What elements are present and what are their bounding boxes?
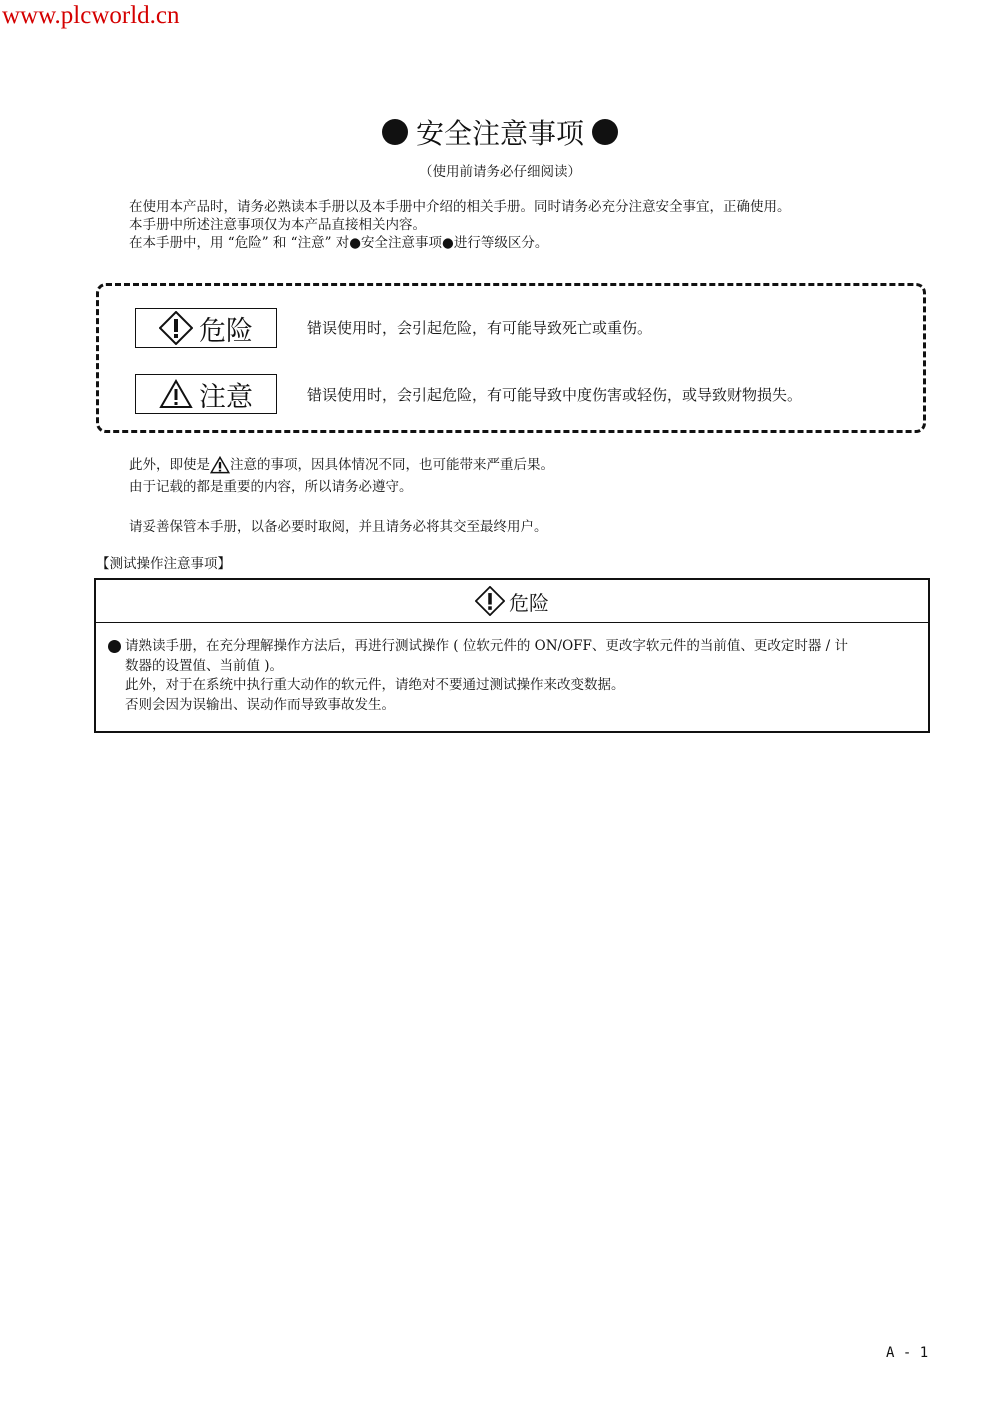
- bullet-dot-icon: [108, 640, 121, 653]
- keep-manual-text: 请妥善保管本手册，以备必要时取阅，并且请务必将其交至最终用户。: [129, 519, 548, 535]
- intro-line: 在本手册中，用 “危险” 和 “注意” 对●安全注意事项●进行等级区分。: [129, 235, 549, 251]
- danger-diamond-icon: [475, 586, 505, 616]
- additional-notes: [129, 454, 554, 498]
- intro-line: 本手册中所述注意事项仅为本产品直接相关内容。: [129, 217, 426, 233]
- note-line: [129, 454, 554, 476]
- page-title-text: 安全注意事项: [415, 117, 584, 150]
- watermark-link[interactable]: www.plcworld.cn: [2, 2, 180, 29]
- note-line: 由于记载的都是重要的内容，所以请务必遵守。: [129, 479, 413, 495]
- danger-box-body: [96, 623, 928, 715]
- caution-triangle-icon: [159, 379, 193, 409]
- caution-label-text: 注意: [199, 381, 253, 413]
- caution-triangle-icon: [210, 455, 230, 475]
- page-title: [0, 112, 1000, 152]
- danger-item: [108, 637, 918, 657]
- danger-box-header: [96, 580, 928, 623]
- danger-description: 错误使用时，会引起危险，有可能导致死亡或重伤。: [307, 319, 653, 337]
- danger-line: 请熟读手册，在充分理解操作方法后，再进行测试操作 ( 位软元件的 ON/OFF、更改字软元件的当前值、更改定时器 / 计: [125, 638, 848, 654]
- safety-levels-box: [96, 283, 926, 433]
- intro-line: 在使用本产品时，请务必熟读本手册以及本手册中介绍的相关手册。同时请务必充分注意安全事宜，正确使用。: [129, 199, 791, 215]
- page-number: A - 1: [886, 1345, 929, 1361]
- danger-level-label: [135, 308, 277, 348]
- danger-box-label: 危险: [509, 590, 549, 615]
- section-heading: 【测试操作注意事项】: [96, 556, 231, 572]
- danger-label-text: 危险: [199, 315, 253, 347]
- bullet-dot-icon: [592, 119, 618, 145]
- page-subtitle: （使用前请务必仔细阅读）: [419, 164, 581, 180]
- bullet-dot-icon: [382, 119, 408, 145]
- note-text: 注意的事项，因具体情况不同，也可能带来严重后果。: [230, 457, 554, 473]
- caution-description: 错误使用时，会引起危险，有可能导致中度伤害或轻伤，或导致财物损失。: [307, 386, 803, 404]
- caution-level-label: [135, 374, 277, 414]
- danger-line: 此外，对于在系统中执行重大动作的软元件，请绝对不要通过测试操作来改变数据。: [125, 677, 625, 693]
- note-text: 此外，即使是: [129, 457, 210, 473]
- danger-notice-box: [94, 578, 930, 733]
- danger-line: 否则会因为误输出、误动作而导致事故发生。: [125, 696, 395, 713]
- intro-text: [129, 198, 791, 252]
- danger-line: 数器的设置值、当前值 )。: [125, 657, 284, 674]
- danger-diamond-icon: [159, 311, 193, 345]
